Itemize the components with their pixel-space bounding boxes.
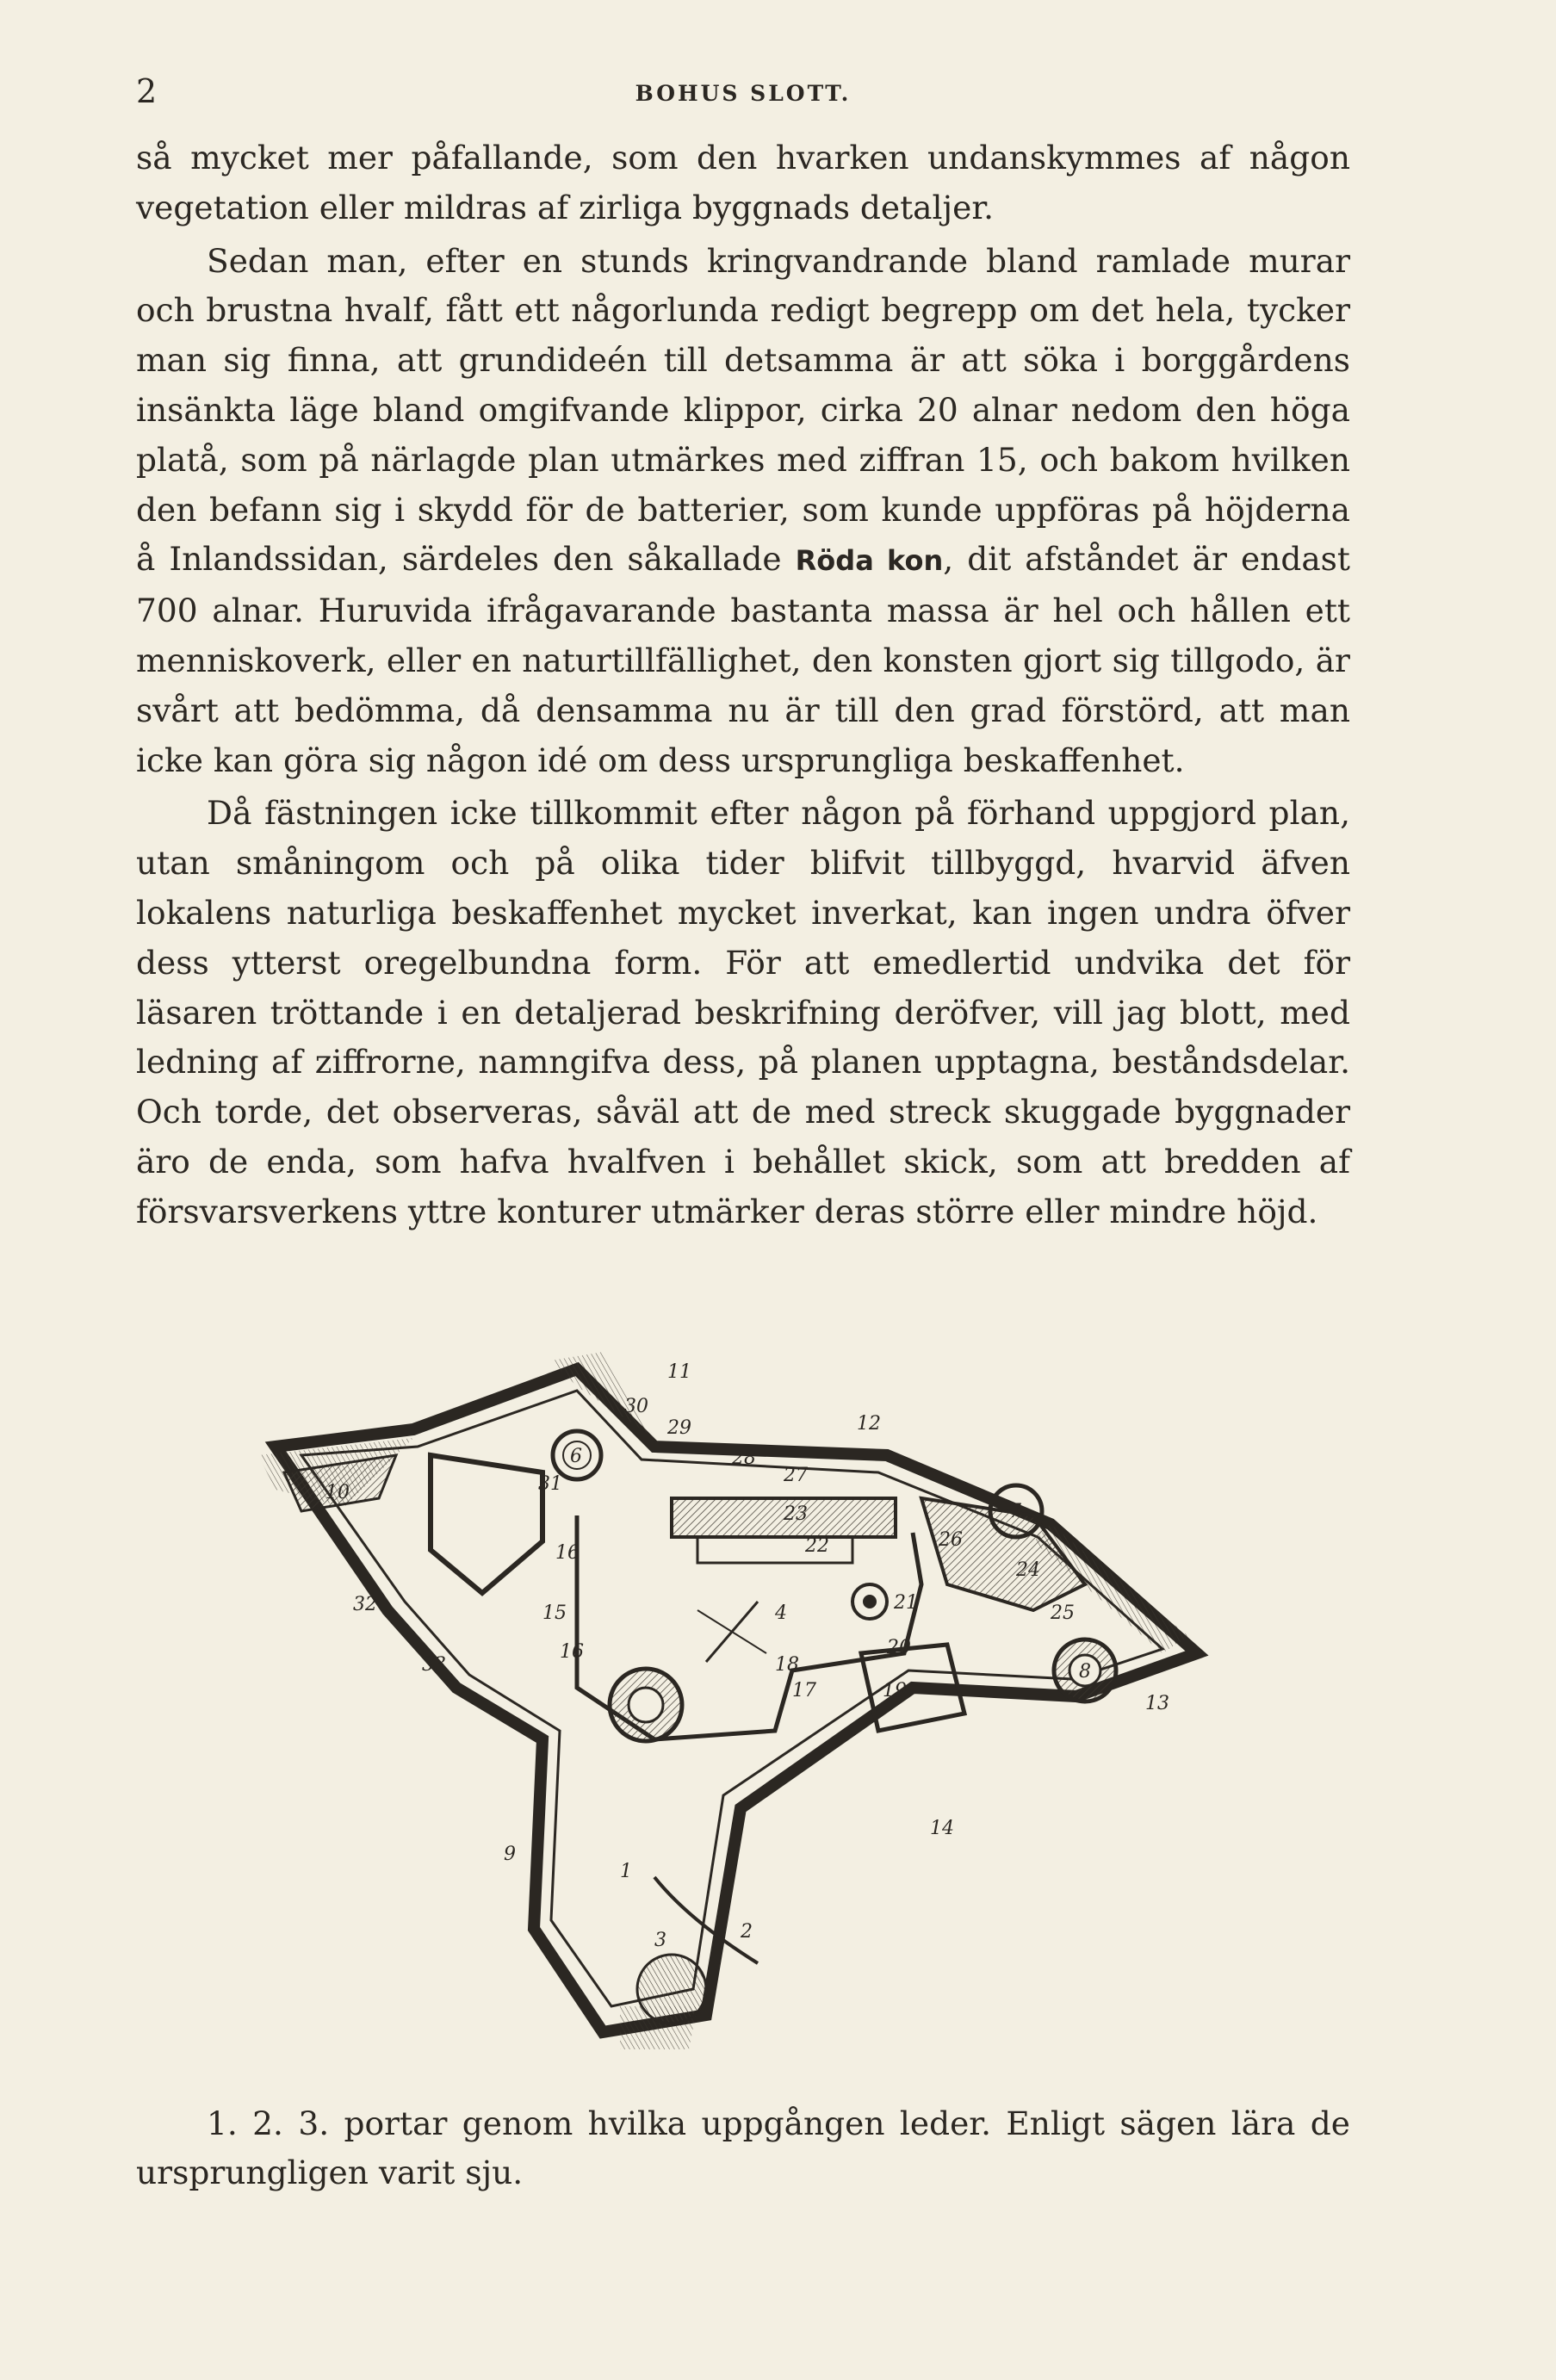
barracks-22 [697,1537,852,1563]
plan-label: 19 [883,1680,907,1701]
plan-label: 24 [1016,1559,1040,1581]
compass-cross [697,1610,766,1653]
plan-label: 8 [1079,1661,1091,1683]
plan-label: 20 [887,1637,911,1658]
plan-label: 16 [560,1641,584,1663]
plan-label: 28 [732,1447,756,1469]
plan-label: 17 [792,1680,816,1701]
place-name-roda-kon: Röda kon [795,544,944,578]
plan-label: 29 [667,1417,691,1439]
plan-label: 26 [939,1529,963,1551]
plan-label: 10 [325,1482,350,1503]
fortress-plan-drawing [172,1326,1274,2058]
plan-label: 11 [667,1361,691,1383]
tower-5-inner [629,1688,663,1722]
plan-label: 4 [775,1602,787,1624]
plan-label: 13 [1145,1693,1169,1714]
plan-label: 27 [784,1465,808,1486]
plan-label: 9 [504,1844,516,1865]
plan-label: 25 [1051,1602,1075,1624]
paragraph-2-text-after: , dit afståndet är endast 700 alnar. Huruvida ifrågavarande bastanta massa är hel och hållen ett menniskoverk, eller en naturtillfällighet, den konsten gjort sig tillgodo, är svårt att bedömma, då densamma nu är till den grad förstörd, att man icke kan göra sig någon idé om dess ursprungliga beskaffenhet. [136,540,1350,779]
plan-label: 1 [620,1861,632,1882]
bastion-31 [431,1455,542,1593]
plan-label: 16 [555,1542,580,1564]
paragraph-2-text-before: Sedan man, efter en stunds kringvandrande bland ramlade murar och brustna hvalf, fått ett någorlunda redigt begrepp om det hela, tycker man sig finna, att grundideén till detsamma är att söka i borggårdens insänkta läge bland omgifvande klippor, cirka 20 alnar nedom den höga platå, som på närlagde plan utmärkes med ziffran 15, och bakom hvilken den befann sig i skydd för de batterier, som kunde uppföras på höjderna å Inlandssidan, särdeles den såkallade [136,241,1350,579]
paragraph-3: Då fästningen icke tillkommit efter någon på förhand uppgjord plan, utan småningom och på olika tider blifvit tillbyggd, hvarvid äfven lokalens naturliga beskaffenhet mycket inverkat, kan ingen undra öfver dess ytterst oregelbundna form. För att emedlertid undvika det för läsaren tröttande i en detaljerad beskrifning deröfver, vill jag blott, med ledning af ziffrorne, namngifva dess, på planen upptagna, beståndsdelar. Och torde, det observeras, såväl att de med streck skuggade byggnader äro de enda, som hafva hvalfven i behållet skick, som att bredden af försvarsverkens yttre konturer utmärker deras större eller mindre höjd. [136,794,1350,1230]
plan-label: 30 [624,1396,648,1417]
plan-label: 33 [422,1654,446,1676]
fortress-plan-illustration [172,1326,1274,2058]
body-text [136,133,1350,1241]
page-header [136,72,1350,115]
plan-label: 21 [894,1592,918,1614]
plan-label: 23 [784,1503,808,1525]
plan-label: 6 [570,1446,582,1467]
plan-label: 15 [542,1602,567,1624]
gate-path [654,1877,758,1963]
running-title: BOHUS SLOTT. [635,81,852,106]
plan-label: 22 [805,1535,829,1557]
plan-label: 18 [775,1654,799,1676]
inner-wall-east [921,1498,1085,1610]
paragraph-2 [136,237,1350,786]
plan-label: 12 [857,1413,881,1435]
well-21-inner [863,1595,877,1608]
plan-label: 14 [930,1818,954,1839]
paragraph-1: så mycket mer påfallande, som den hvarken undanskymmes af någon vegetation eller mildras af zirliga byggnads detaljer. [136,139,1350,226]
plan-label: 32 [353,1594,377,1615]
gate-rock [637,1955,706,2024]
page-number: 2 [136,72,158,110]
plan-label: 3 [654,1930,666,1951]
plan-label: 2 [741,1921,753,1943]
plan-caption: 1. 2. 3. portar genom hvilka uppgången leder. Enligt sägen lära de ursprungligen varit sju. [136,2104,1350,2192]
plan-label: 31 [538,1473,562,1495]
plan-label: 7 [1009,1501,1021,1522]
